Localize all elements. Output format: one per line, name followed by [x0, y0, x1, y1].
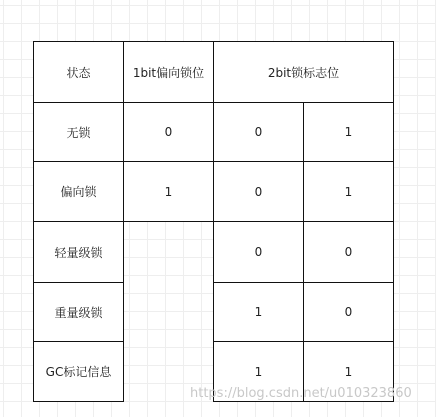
row-state-label: 重量级锁	[33, 282, 124, 342]
row-state-label: 轻量级锁	[33, 221, 124, 283]
row-flag-low-value: 1	[303, 341, 394, 402]
row-biased-value: 0	[123, 102, 214, 162]
row-flag-high-value: 1	[213, 282, 304, 342]
row-flag-low-value: 0	[303, 221, 394, 283]
header-biased-bit: 1bit偏向锁位	[123, 41, 214, 103]
row-flag-high-value: 0	[213, 161, 304, 222]
header-state: 状态	[33, 41, 124, 103]
row-flag-low-value: 1	[303, 102, 394, 162]
row-state-label: 偏向锁	[33, 161, 124, 222]
row-flag-high-value: 0	[213, 221, 304, 283]
row-flag-high-value: 1	[213, 341, 304, 402]
row-flag-high-value: 0	[213, 102, 304, 162]
row-state-label: 无锁	[33, 102, 124, 162]
header-lock-flag-bits: 2bit锁标志位	[213, 41, 394, 103]
row-biased-value: 1	[123, 161, 214, 222]
row-flag-low-value: 1	[303, 161, 394, 222]
watermark-text: https://blog.csdn.net/u010323860	[190, 386, 412, 401]
row-state-label: GC标记信息	[33, 341, 124, 402]
row-flag-low-value: 0	[303, 282, 394, 342]
